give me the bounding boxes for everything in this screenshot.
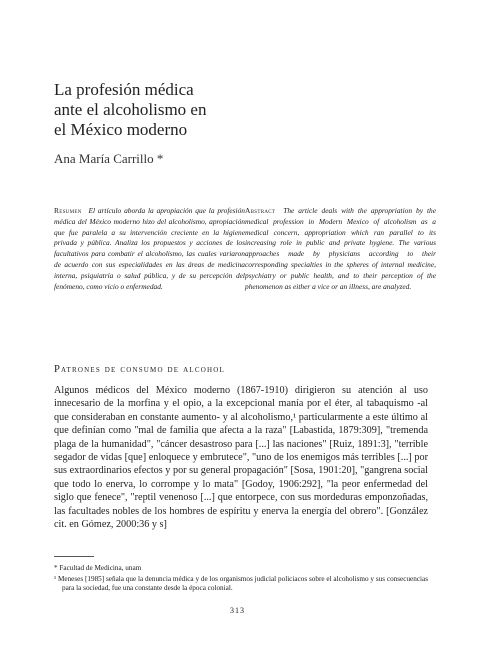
author-name: Ana María Carrillo * xyxy=(54,151,164,166)
abstract-spanish-text: El artículo aborda la apropiación que la profesión médica del México moderno hizo del alcoholismo, apropiación que fue paralela a su intervención creciente en la higiene privada y pública. Analiza los propuestos y acciones de los facultativos para combatir el alcoholismo, las cuales variaron de acuerdo con sus especialidades en las áreas de medicina interna, psiquiatría o salud pública, y de su percepción del fenómeno, como vicio o enfermedad. xyxy=(54,206,245,291)
abstract-english-text: The article deals with the appropriation by the medical profession in Modern Mexico of alcoholism as a medical concern, appropriation which ran parallel to its increasing role in public and private hygiene. The various approaches made by physicians according to their corresponding specialties in the spheres of internal medicine, psychiatry or public health, and to their perception of the phenomenon as either a vice or an illness, are analyzed. xyxy=(245,206,436,291)
section-heading: Patrones de consumo de alcohol xyxy=(54,364,225,375)
footnote-affiliation: * Facultad de Medicina, unam xyxy=(54,564,142,572)
abstract-spanish xyxy=(54,206,245,292)
title-line-3: el México moderno xyxy=(54,120,188,139)
article-title xyxy=(54,80,354,140)
footnote-1: ¹ Meneses [1985] señala que la denuncia médica y de los organismos judicial policiacos sobre el alcoholismo y sus consecuencias para la sociedad, fue una constante desde la época colonial. xyxy=(54,574,428,593)
page-number: 313 xyxy=(230,606,245,615)
footnotes xyxy=(54,564,428,595)
title-line-2: ante el alcoholismo en xyxy=(54,100,207,119)
abstract-spanish-label: Resumen xyxy=(54,206,82,215)
abstract-english-label: Abstract xyxy=(245,206,276,215)
title-line-1: La profesión médica xyxy=(54,80,194,99)
abstract-english xyxy=(245,206,436,292)
footnote-divider xyxy=(54,556,94,557)
body-paragraph: Algunos médicos del México moderno (1867-1910) dirigieron su atención al uso innecesario de la morfina y el opio, a la excepcional manía por el éter, al tabaquismo -al que consideraban en constante aumento- y al alcoholismo,¹ particularmente a este último al que definían como "mal de familia que afecta a la raza" [Labastida, 1879:309], "tremenda plaga de la humanidad", "cáncer desastroso para [...] las naciones" [Ruiz, 1891:3], "terrible segador de vidas [que] enloquece y embrutece", "uno de los enemigos más terribles [...] por sus extraordinarios efectos y por su general propagación" [Sosa, 1901:20], "gangrena social que todo lo enerva, lo corrompe y lo mata" [Godoy, 1906:292], "la peor enfermedad del siglo que fenece", "reptil venenoso [...] que entorpece, con sus mordeduras emponzoñadas, las facultades nobles de los hombres de espíritu y enerva la energía del obrero". [González cit. en Gómez, 2000:36 y s] xyxy=(54,385,428,531)
